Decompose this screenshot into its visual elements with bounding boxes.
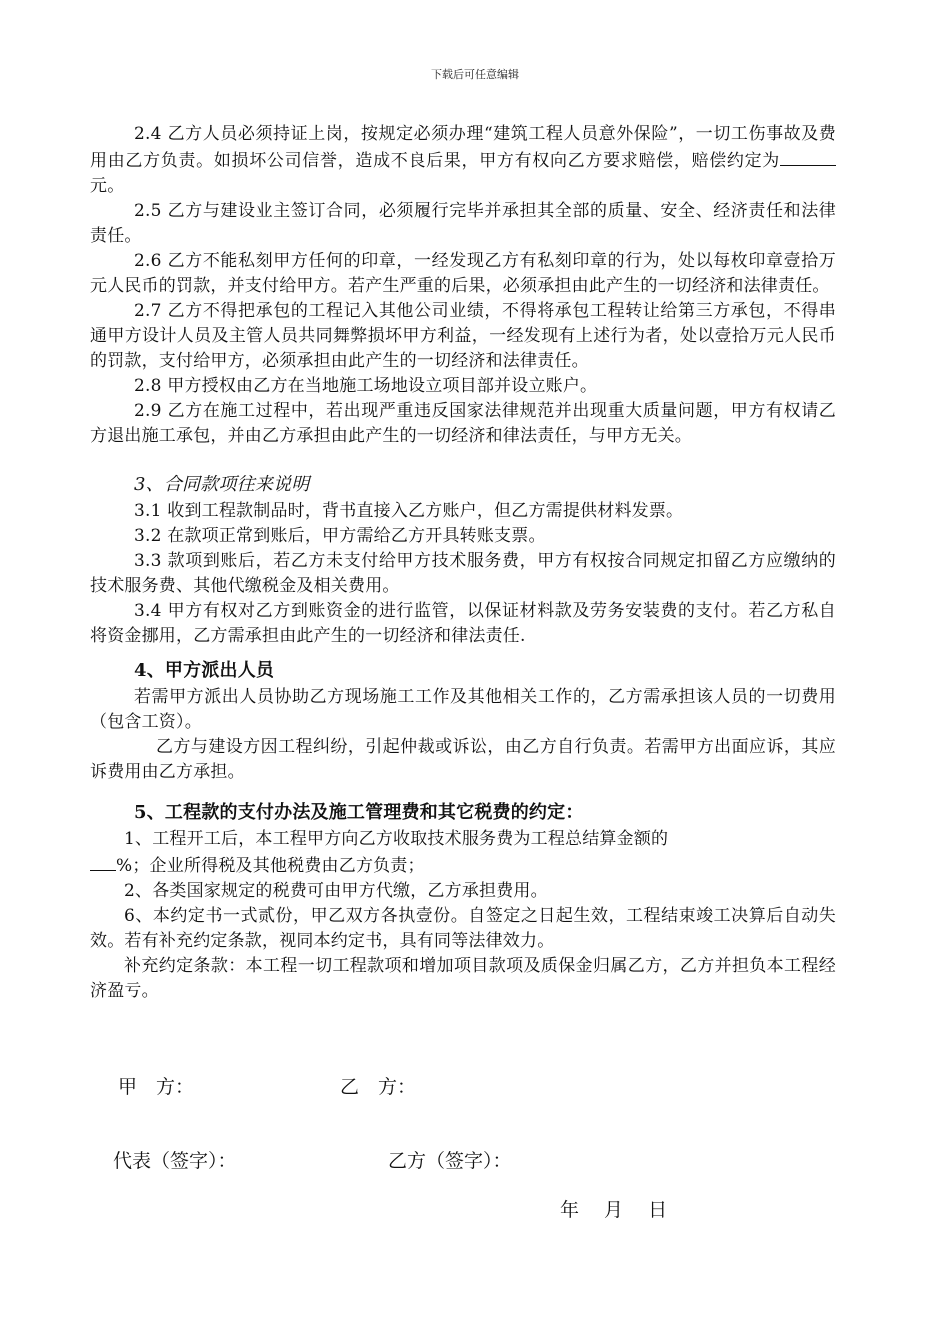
section-4-heading: 4、甲方派出人员: [134, 660, 275, 681]
clause-2-5: 2.5 乙方与建设业主签订合同，必须履行完毕并承担其全部的质量、安全、经济责任和法律责任。: [90, 201, 836, 246]
clause-2-6: 2.6 乙方不能私刻甲方任何的印章，一经发现乙方有私刻印章的行为，处以每枚印章壹拾万元人民币的罚款，并支付给甲方。若产生严重的后果，必须承担由此产生的一切经济和法律责任。: [90, 251, 836, 296]
section-4-para-2: 乙方与建设方因工程纠纷，引起仲裁或诉讼，由乙方自行负责。若需甲方出面应诉，其应诉费用由乙方承担。: [90, 737, 836, 782]
section-3-heading: 3、合同款项往来说明: [134, 474, 310, 495]
party-b-label: 乙 方：: [340, 1076, 417, 1098]
supplementary-clause: 补充约定条款：本工程一切工程款项和增加项目款项及质保金归属乙方，乙方并担负本工程经济盈亏。: [90, 956, 836, 1001]
document-body: [90, 122, 836, 1004]
clause-3-1: 3.1 收到工程款制品时，背书直接入乙方账户，但乙方需提供材料发票。: [134, 501, 684, 521]
representative-signature-label: 代表（签字）：: [113, 1150, 237, 1172]
clause-2-4: 2.4 乙方人员必须持证上岗，按规定必须办理“建筑工程人员意外保险”，一切工伤事故及费用由乙方负责。如损坏公司信誉，造成不良后果，甲方有权向乙方要求赔偿，赔偿约定为元。: [90, 124, 836, 196]
section-4-para-1: 若需甲方派出人员协助乙方现场施工工作及其他相关工作的，乙方需承担该人员的一切费用（包含工资）。: [90, 687, 836, 732]
section-5-heading: 5、工程款的支付办法及施工管理费和其它税费的约定：: [134, 802, 584, 823]
party-a-label: 甲 方：: [118, 1076, 195, 1098]
section-5-item-2: 2、各类国家规定的税费可由甲方代缴，乙方承担费用。: [124, 881, 548, 901]
clause-3-3: 3.3 款项到账后，若乙方未支付给甲方技术服务费，甲方有权按合同规定扣留乙方应缴纳的技术服务费、其他代缴税金及相关费用。: [90, 551, 836, 596]
clause-2-7: 2.7 乙方不得把承包的工程记入其他公司业绩，不得将承包工程转让给第三方承包，不得串通甲方设计人员及主管人员共同舞弊损坏甲方利益，一经发现有上述行为者，处以壹拾万元人民币的罚款，支付给甲方，必须承担由此产生的一切经济和法律责任。: [90, 301, 836, 371]
clause-3-2: 3.2 在款项正常到账后，甲方需给乙方开具转账支票。: [134, 526, 546, 546]
service-fee-percent-blank: [90, 852, 116, 871]
section-5-item-1: 1、工程开工后，本工程甲方向乙方收取技术服务费为工程总结算金额的: [124, 829, 669, 849]
section-5-item-1-cont: %；企业所得税及其他税费由乙方负责；: [90, 852, 836, 879]
party-b-signature-label: 乙方（签字）：: [388, 1150, 512, 1172]
date-line: 年 月 日: [560, 1199, 668, 1221]
page-header: 下载后可任意编辑: [431, 68, 519, 81]
section-5-item-6: 6、本约定书一式贰份，甲乙双方各执壹份。自签定之日起生效，工程结束竣工决算后自动失效。若有补充约定条款，视同本约定书，具有同等法律效力。: [90, 906, 836, 951]
clause-2-8: 2.8 甲方授权由乙方在当地施工场地设立项目部并设立账户。: [134, 376, 598, 396]
clause-3-4: 3.4 甲方有权对乙方到账资金的进行监管，以保证材料款及劳务安装费的支付。若乙方私自将资金挪用，乙方需承担由此产生的一切经济和律法责任.: [90, 601, 836, 646]
clause-2-9: 2.9 乙方在施工过程中，若出现严重违反国家法律规范并出现重大质量问题，甲方有权请乙方退出施工承包，并由乙方承担由此产生的一切经济和律法责任，与甲方无关。: [90, 401, 836, 446]
compensation-amount-blank: [780, 147, 836, 166]
